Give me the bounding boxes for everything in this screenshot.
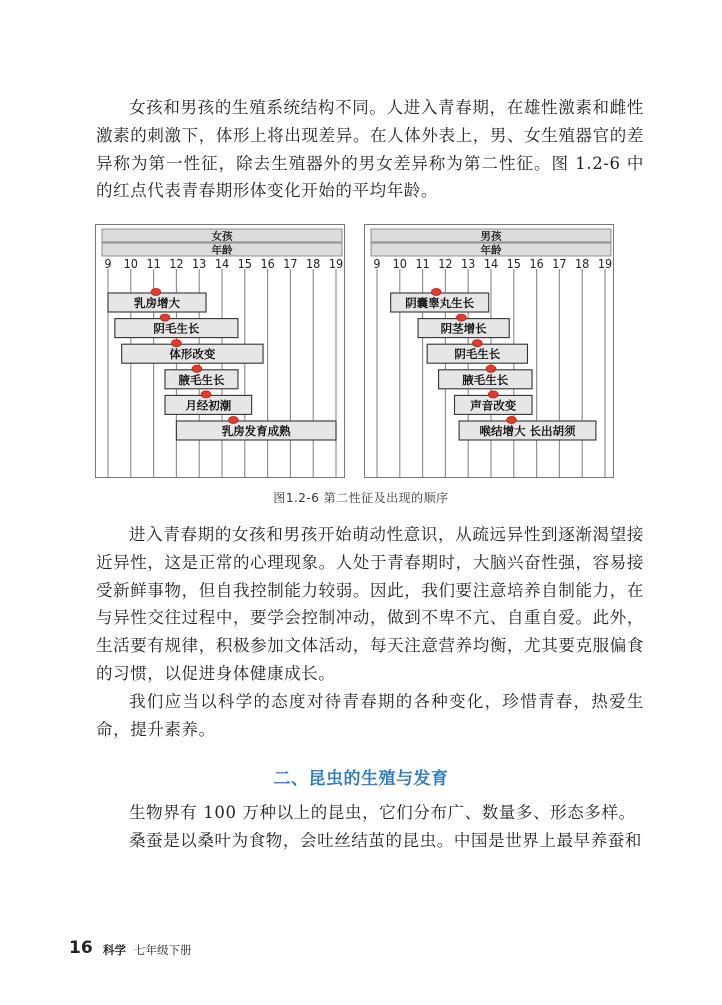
girls-age-tick-label: 14 (214, 256, 230, 271)
girls-chart-svg (96, 225, 344, 477)
boys-age-tick-label: 14 (483, 256, 499, 271)
boys-onset-dot (472, 340, 482, 347)
girls-age-tick-label: 16 (260, 256, 275, 271)
boys-age-tick-label: 16 (529, 256, 544, 271)
boys-chart-svg (365, 225, 613, 477)
boys-age-tick-label: 15 (506, 256, 521, 271)
boys-age-tick-label: 18 (575, 256, 590, 271)
girls-onset-dot (192, 365, 202, 372)
boys-onset-dot (431, 288, 441, 295)
girls-age-tick-label: 15 (237, 256, 252, 271)
boys-onset-dot (507, 416, 517, 423)
girls-age-tick-label: 12 (169, 256, 184, 271)
boys-onset-dot (456, 314, 466, 321)
girls-age-tick-label: 13 (192, 256, 207, 271)
boys-bar-label: 腋毛生长 (462, 372, 509, 387)
boys-age-tick-label: 19 (597, 256, 613, 271)
boys-bar-label: 声音改变 (470, 398, 517, 413)
section-title: 二、昆虫的生殖与发育 (273, 769, 449, 789)
boys-bar-label: 阴囊睾丸生长 (405, 296, 475, 310)
boys-axis-label: 年龄 (480, 244, 502, 257)
boys-onset-dot (486, 365, 496, 372)
puberty-psychology-paragraph: 进入青春期的女孩和男孩开始萌动性意识，从疏远异性到逐渐渴望接近异性，这是正常的心理现象。人处于青春期时，大脑兴奋性强，容易接受新鲜事物，但自我控制能力较弱。因此，我们要注意培养自制能力，在与异性交往过程中，要学会控制冲动，做到不卑不亢、自重自爱。此外，生活要有规律，积极参加文体活动，每天注意营养均衡，尤其要克服偏食的习惯，以促进身体健康成长。 (96, 525, 644, 683)
girls-bar-label: 腋毛生长 (178, 372, 225, 387)
girls-bar-label: 阴毛生长 (153, 321, 200, 336)
girls-age-tick-label: 19 (328, 256, 344, 271)
boys-age-tick-label: 9 (373, 256, 381, 271)
girls-age-tick-label: 10 (123, 256, 138, 271)
girls-onset-dot (228, 416, 238, 423)
intro-paragraph: 女孩和男孩的生殖系统结构不同。人进入青春期，在雄性激素和雌性激素的刺激下，体形上将出现差异。在人体外表上，男、女生殖器官的差异称为第一性征，除去生殖器外的男女差异称为第二性征。图 1.2-6 中的红点代表青春期形体变化开始的平均年龄。 (96, 98, 644, 201)
girls-onset-dot (201, 391, 211, 398)
boys-age-tick-label: 10 (392, 256, 407, 271)
girls-age-tick-label: 11 (146, 256, 161, 271)
girls-chart (95, 224, 345, 478)
boys-bar-label: 阴毛生长 (454, 347, 501, 362)
footer-book-title (103, 942, 192, 958)
boys-age-tick-label: 13 (461, 256, 476, 271)
girls-bar-label: 月经初潮 (185, 398, 232, 413)
boys-bar-label: 喉结增大 长出胡须 (479, 424, 576, 438)
boys-age-tick-label: 17 (552, 256, 567, 271)
girls-age-tick-label: 17 (283, 256, 298, 271)
boys-chart-title: 男孩 (480, 230, 502, 243)
girls-onset-dot (160, 314, 170, 321)
girls-bar-label: 乳房增大 (134, 296, 181, 310)
boys-bar-label: 阴茎增长 (440, 321, 487, 336)
boys-age-tick-label: 11 (415, 256, 430, 271)
girls-onset-dot (171, 340, 181, 347)
figure-caption: 图1.2-6 第二性征及出现的顺序 (273, 491, 449, 505)
silkworm-paragraph: 桑蚕是以桑叶为食物，会吐丝结茧的昆虫。中国是世界上最早养蚕和 (129, 831, 642, 850)
boys-onset-dot (488, 391, 498, 398)
girls-age-tick-label: 18 (306, 256, 321, 271)
footer-grade: 七年级下册 (134, 943, 192, 957)
girls-bar-label: 乳房发育成熟 (221, 424, 291, 438)
boys-age-tick-label: 12 (438, 256, 453, 271)
insect-intro-paragraph: 生物界有 100 万种以上的昆虫，它们分布广、数量多、形态多样。 (129, 803, 636, 822)
boys-chart (364, 224, 614, 478)
girls-axis-label: 年龄 (211, 244, 233, 257)
footer-subject: 科学 (103, 943, 126, 957)
girls-age-tick-label: 9 (104, 256, 112, 271)
girls-bar-label: 体形改变 (169, 347, 216, 362)
page-number: 16 (69, 938, 93, 958)
girls-onset-dot (151, 288, 161, 295)
attitude-paragraph: 我们应当以科学的态度对待青春期的各种变化，珍惜青春，热爱生命，提升素养。 (96, 692, 644, 739)
girls-chart-title: 女孩 (211, 230, 233, 243)
